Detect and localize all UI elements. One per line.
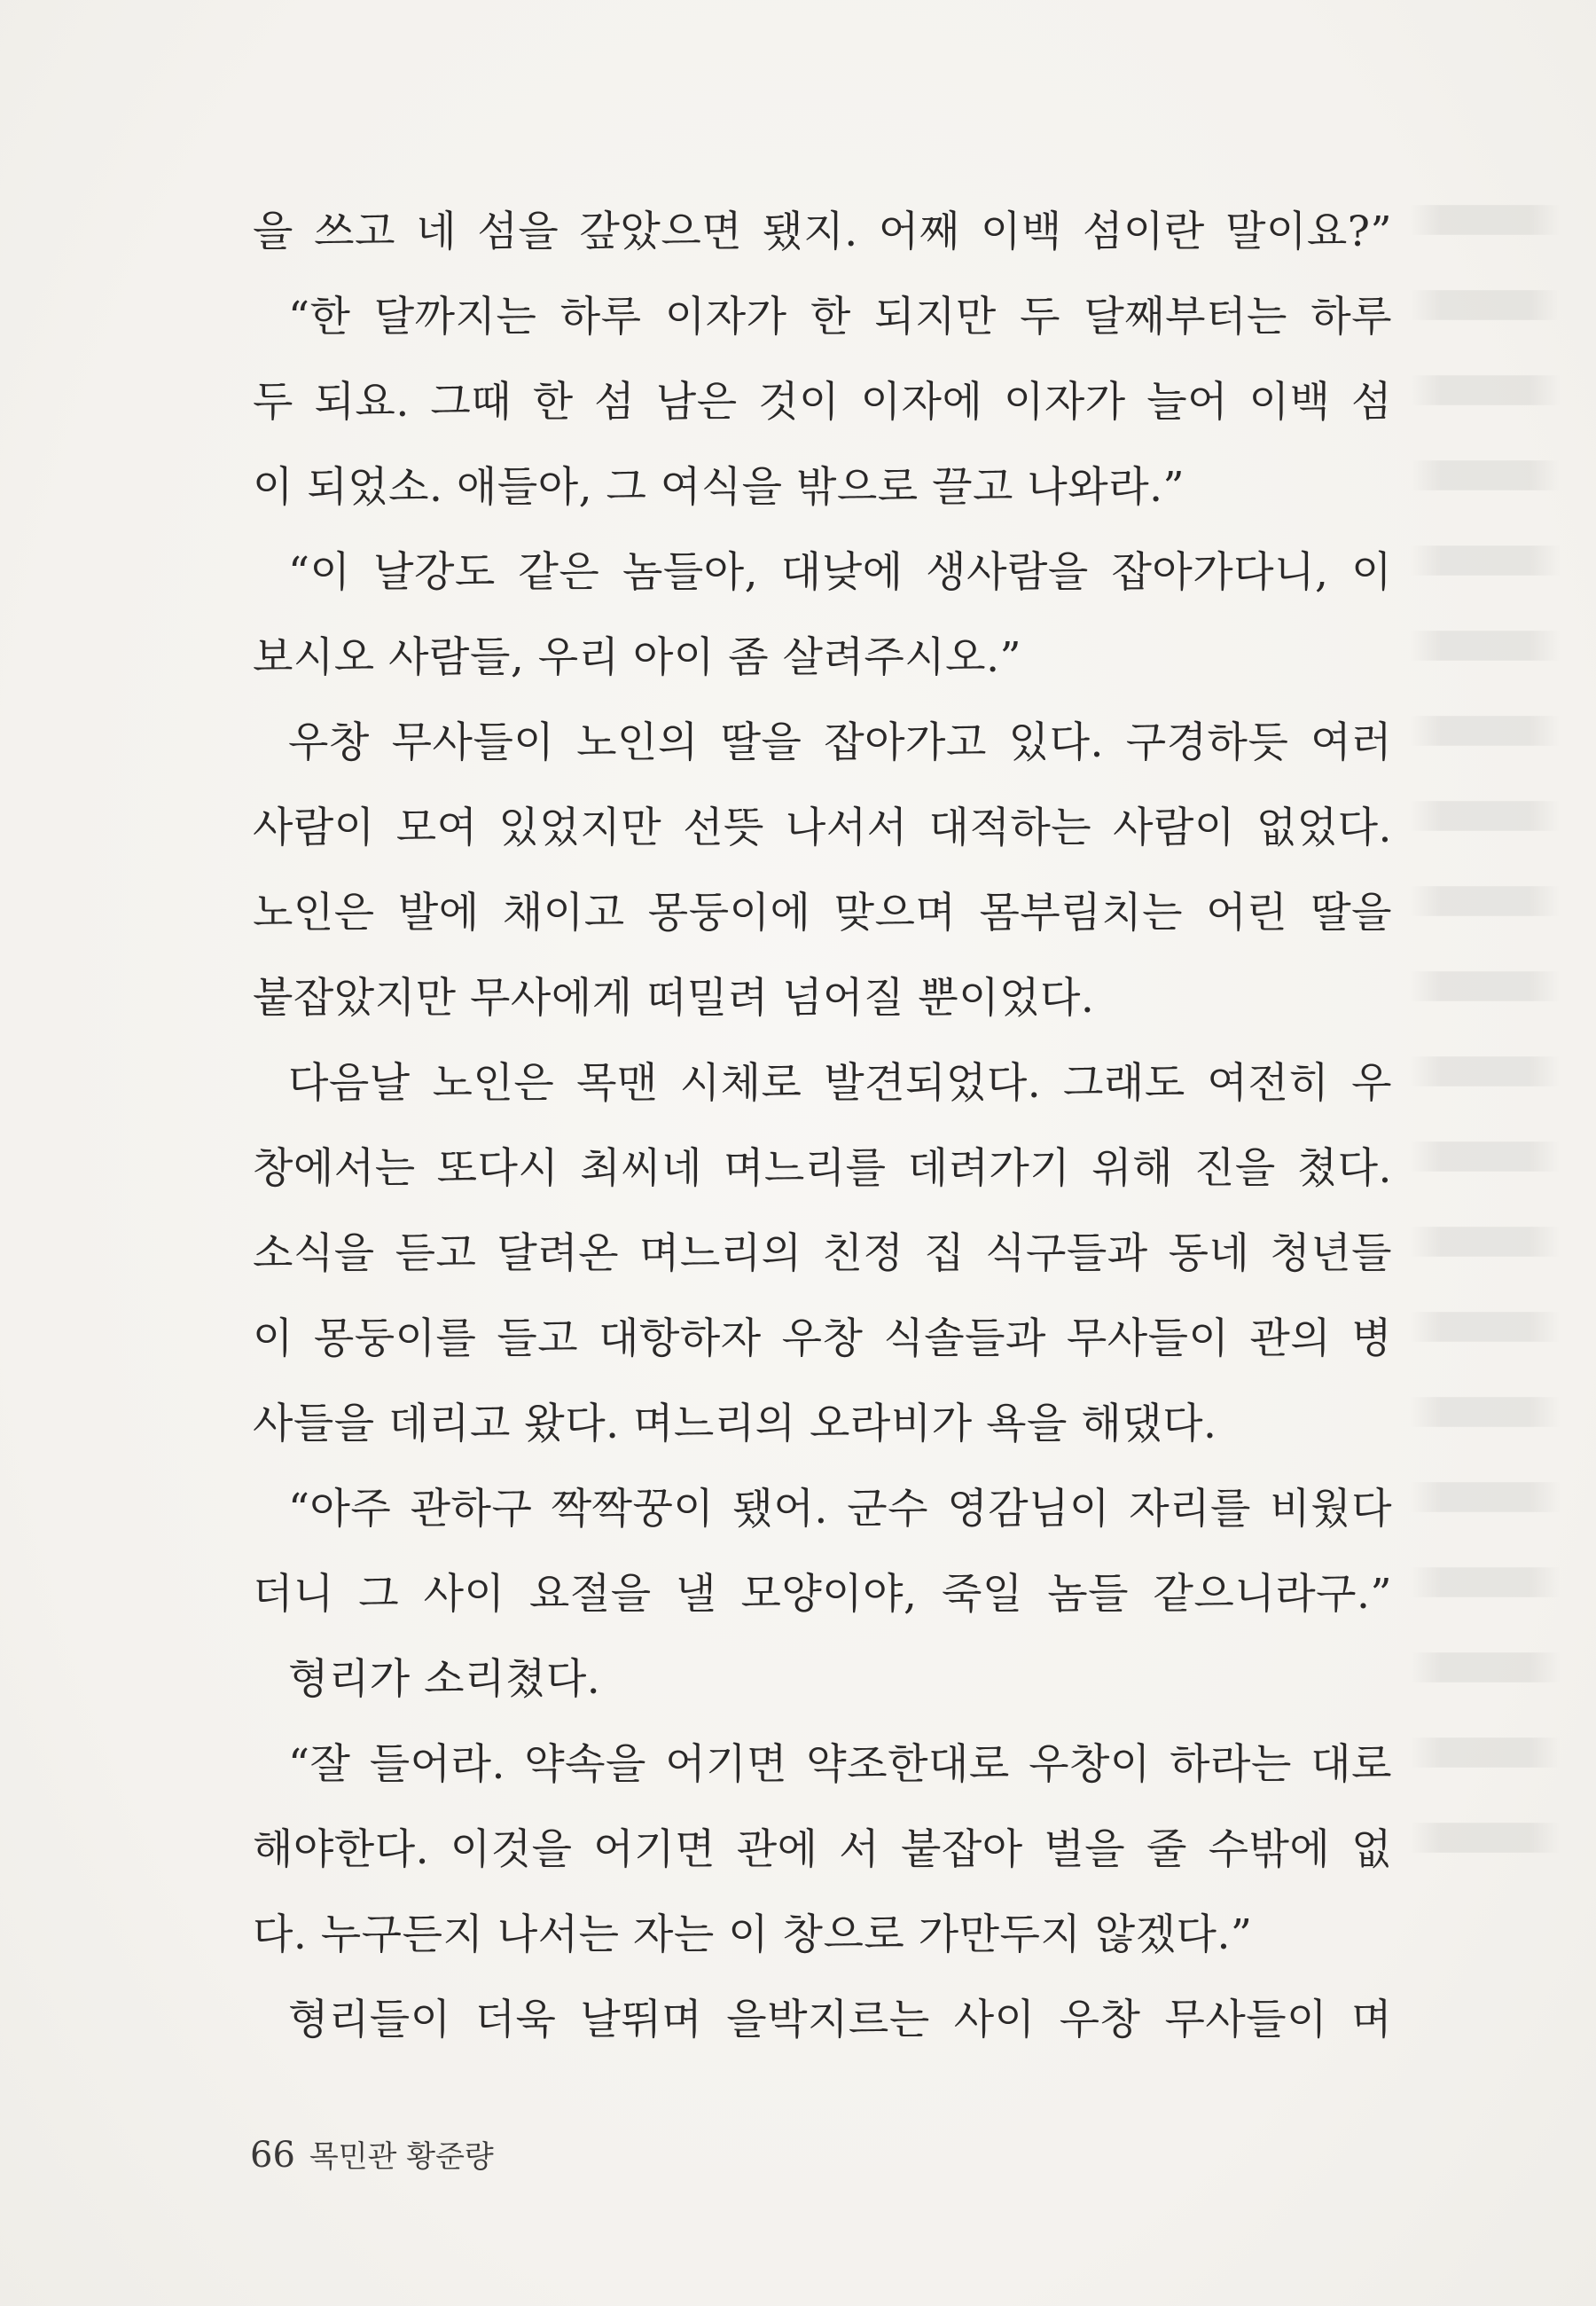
text-line: 사람이 모여 있었지만 선뜻 나서서 대적하는 사람이 없었다. [253, 804, 1392, 852]
text-line: 노인은 발에 채이고 몽둥이에 맞으며 몸부림치는 어린 딸을 [253, 889, 1392, 937]
text-line: 형리들이 더욱 날뛰며 을박지르는 사이 우창 무사들이 며 [288, 1996, 1392, 2044]
text-line: 형리가 소리쳤다. [288, 1655, 601, 1704]
page-number: 66 [250, 2135, 295, 2176]
text-line: “한 달까지는 하루 이자가 한 되지만 두 달째부터는 하루 [288, 293, 1392, 341]
text-line: 사들을 데리고 왔다. 며느리의 오라비가 욕을 해댔다. [253, 1400, 1217, 1448]
body-text [253, 190, 1392, 2063]
page-footer [250, 2129, 494, 2184]
text-line: “잘 들어라. 약속을 어기면 약조한대로 우창이 하라는 대로 [288, 1740, 1392, 1789]
text-line: “이 날강도 같은 놈들아, 대낮에 생사람을 잡아가다니, 이 [288, 548, 1392, 597]
text-line: 두 되요. 그때 한 섬 남은 것이 이자에 이자가 늘어 이백 섬 [253, 378, 1392, 427]
text-line: 창에서는 또다시 최씨네 며느리를 데려가기 위해 진을 쳤다. [253, 1144, 1392, 1193]
text-line: 더니 그 사이 요절을 낼 모양이야, 죽일 놈들 같으니라구.” [253, 1570, 1392, 1619]
text-line: 다음날 노인은 목맨 시체로 발견되었다. 그래도 여전히 우 [288, 1059, 1392, 1108]
bleed-through-shadow [1410, 177, 1561, 1951]
text-line: 다. 누구든지 나서는 자는 이 창으로 가만두지 않겠다.” [253, 1910, 1253, 1959]
running-title: 목민관 황준량 [309, 2139, 494, 2175]
text-line: 소식을 듣고 달려온 며느리의 친정 집 식구들과 동네 청년들 [253, 1229, 1392, 1278]
text-line: 이 몽둥이를 들고 대항하자 우창 식솔들과 무사들이 관의 병 [253, 1314, 1392, 1363]
text-line: 우창 무사들이 노인의 딸을 잡아가고 있다. 구경하듯 여러 [288, 718, 1392, 767]
text-line: 보시오 사람들, 우리 아이 좀 살려주시오.” [253, 633, 1022, 682]
text-line: 을 쓰고 네 섬을 갚았으면 됐지. 어째 이백 섬이란 말이요?” [253, 208, 1392, 256]
text-line: 붙잡았지만 무사에게 떠밀려 넘어질 뿐이었다. [253, 974, 1095, 1023]
text-line: 해야한다. 이것을 어기면 관에 서 붙잡아 벌을 줄 수밖에 없 [253, 1825, 1392, 1874]
text-line: 이 되었소. 애들아, 그 여식을 밖으로 끌고 나와라.” [253, 463, 1185, 512]
text-line: “아주 관하구 짝짝꿍이 됐어. 군수 영감님이 자리를 비웠다 [288, 1485, 1392, 1533]
